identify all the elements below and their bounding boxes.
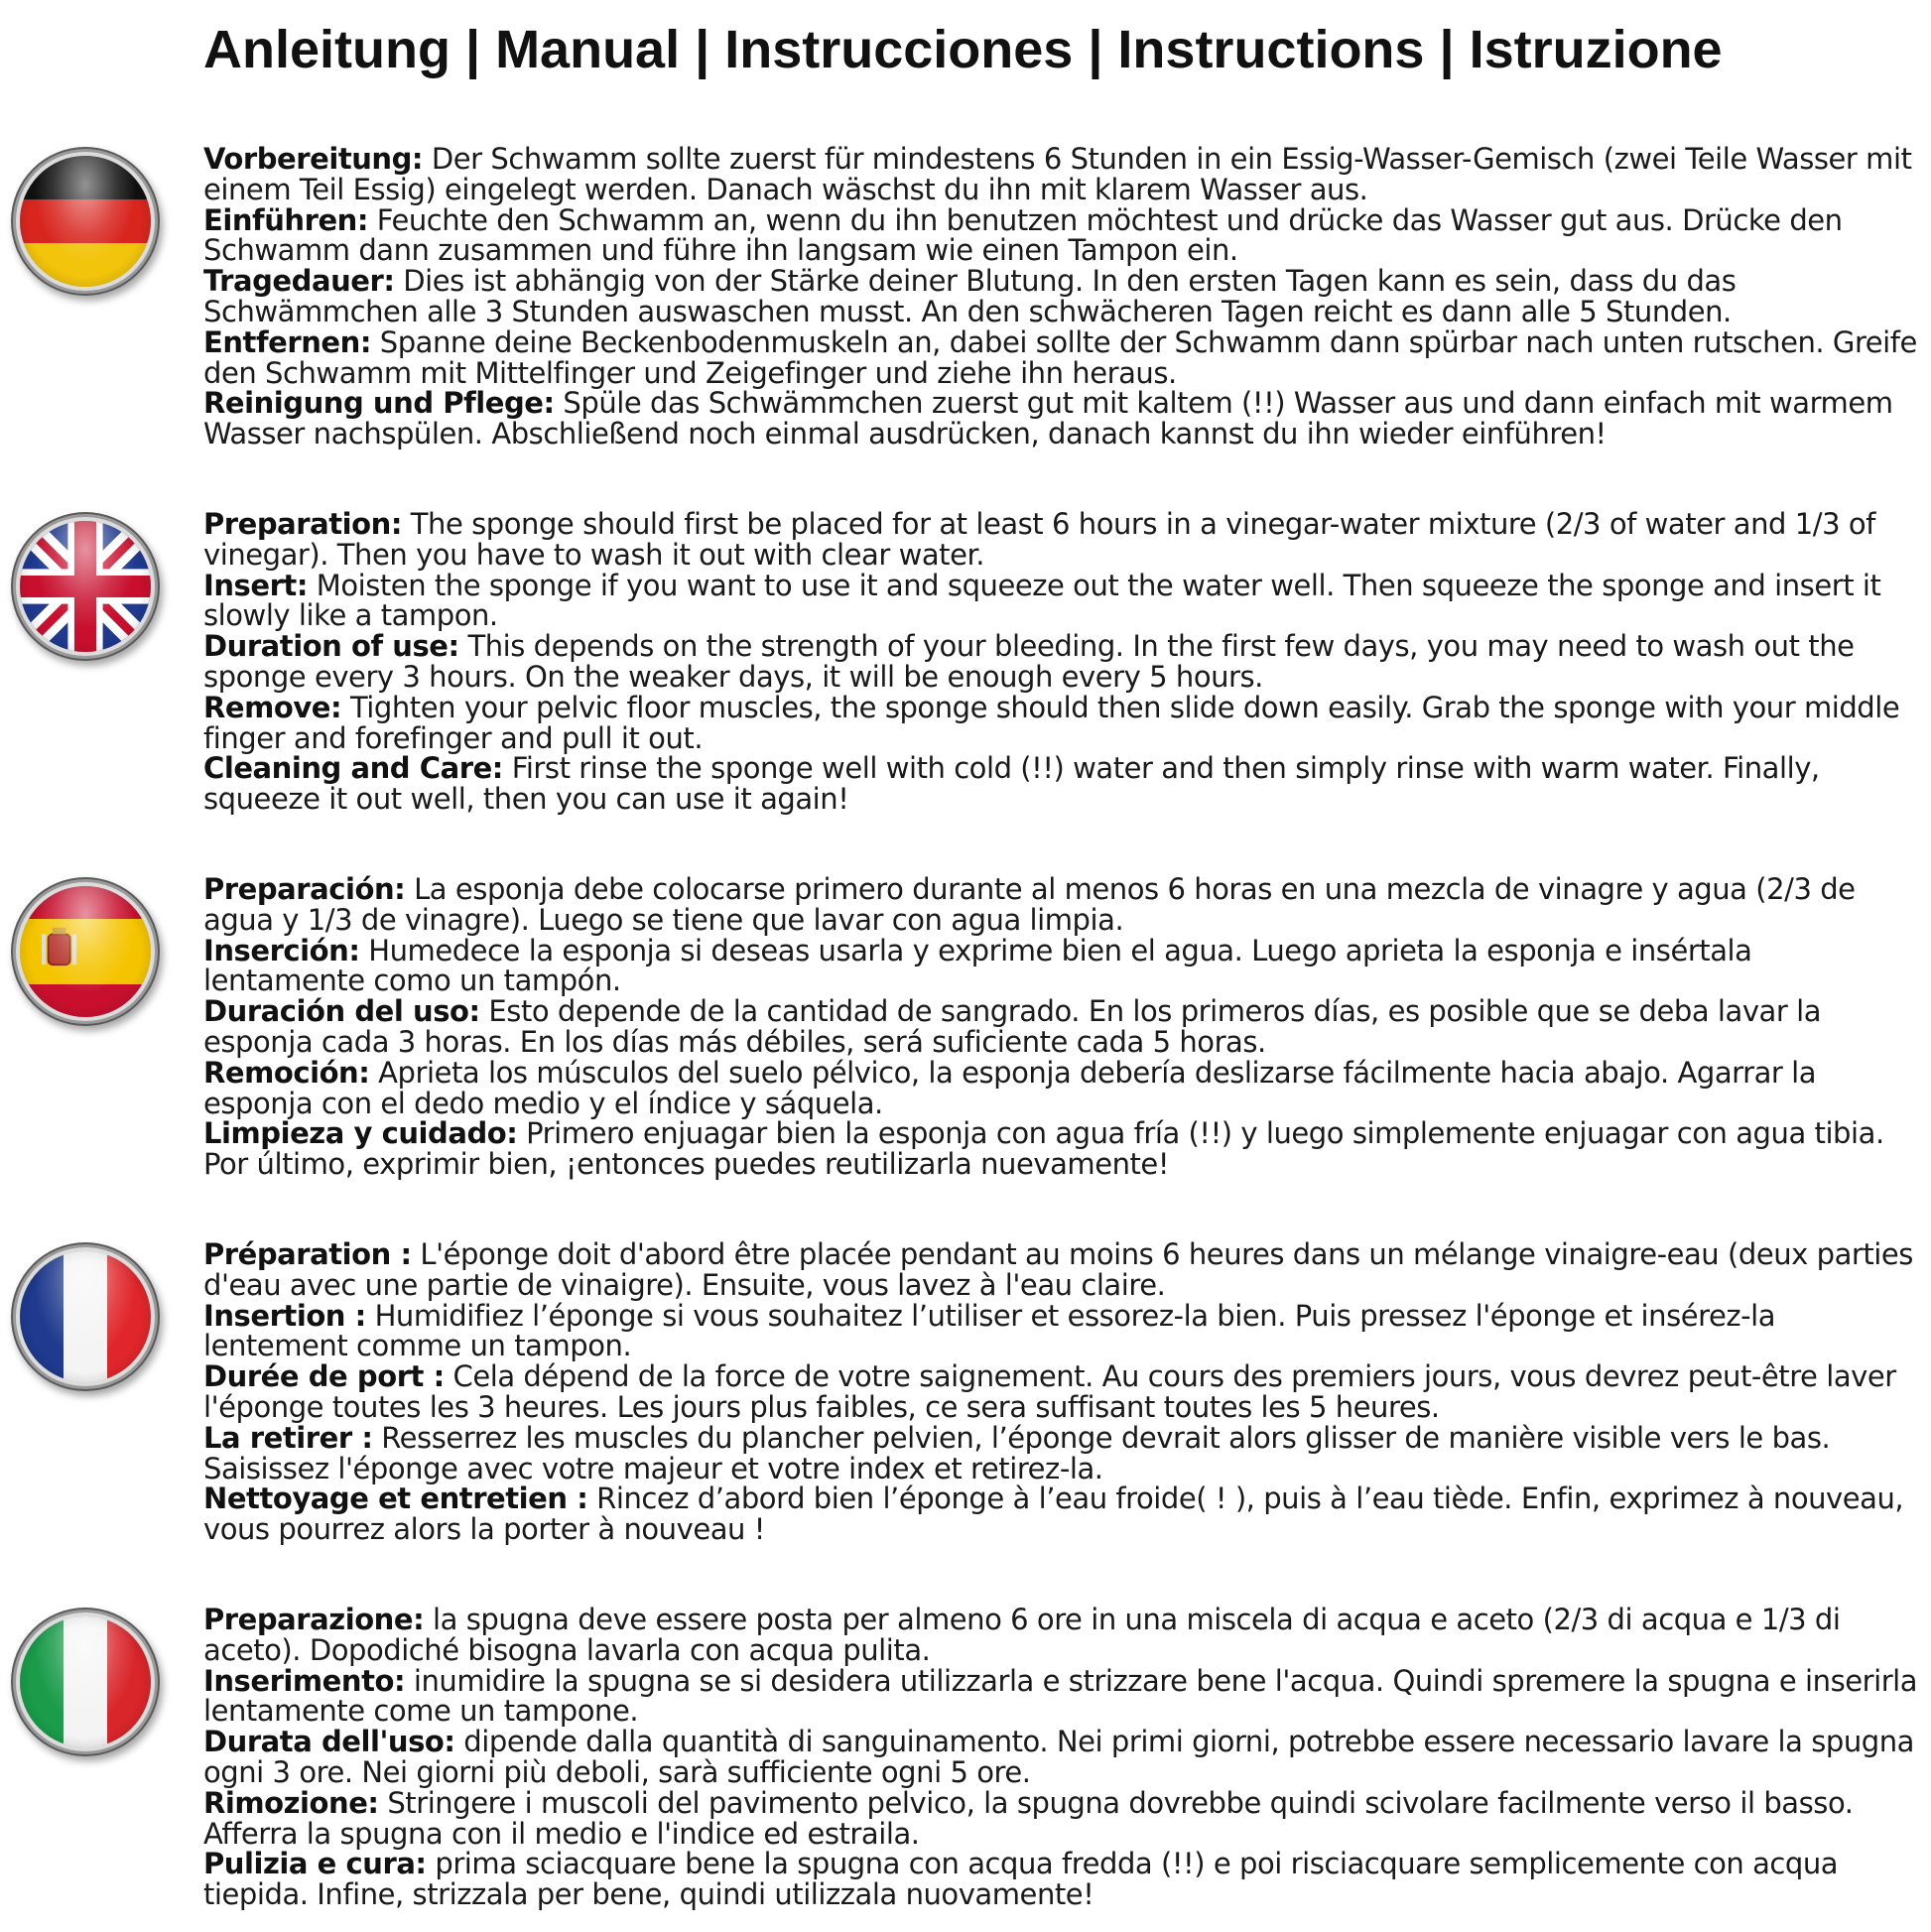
section-italian: [0, 1605, 1931, 1932]
instruction-item: Inserción: Humedece la esponja si deseas usarla y exprime bien el agua. Luego aprieta la esponja e insértala lentamente como un tampón.: [203, 933, 1752, 998]
instruction-item: Reinigung und Pflege: Spüle das Schwämmchen zuerst gut mit kaltem (!!) Wasser aus und dann einfach mit warmem Wasser nachspülen. Abschließend noch einmal ausdrücken, danach kannst du ihn wieder einführen!: [203, 386, 1893, 451]
instruction-item: Preparation: The sponge should first be placed for at least 6 hours in a vinegar-water mixture (2/3 of water and 1/3 of vinegar). Then you have to wash it out with clear water.: [203, 507, 1875, 572]
instruction-item: Limpieza y cuidado: Primero enjuagar bien la esponja con agua fría (!!) y luego simplemente enjuagar con agua tibia. Por último, exprimir bien, ¡entonces puedes reutilizarla nuevamente!: [203, 1116, 1884, 1182]
france-flag-icon: [20, 1251, 151, 1382]
instruction-item: Rimozione: Stringere i muscoli del pavimento pelvico, la spugna dovrebbe quindi scivolare facilmente verso il basso. Afferra la spugna con il medio e l'indice ed estraila.: [203, 1785, 1854, 1851]
instruction-item: Préparation : L'éponge doit d'abord être placée pendant au moins 6 heures dans un mélange vinaigre-eau (deux parties d'eau avec une partie de vinaigre). Ensuite, vous lavez à l'eau claire.: [203, 1237, 1913, 1302]
instruction-item: Insert: Moisten the sponge if you want to use it and squeeze out the water well. Then squeeze the sponge and insert it slowly like a tampon.: [203, 568, 1881, 633]
instruction-item: Remove: Tighten your pelvic floor muscles, the sponge should then slide down easily. Grab the sponge with your middle finger and forefinger and pull it out.: [203, 690, 1900, 755]
section-spanish: [0, 874, 1931, 1202]
instruction-item: Inserimento: inumidire la spugna se si desidera utilizzarla e strizzare bene l'acqua. Quindi spremere la spugna e inserirla lentamente come un tampone.: [203, 1663, 1918, 1729]
instructions-german: [203, 144, 1920, 450]
instruction-item: La retirer : Resserrez les muscles du plancher pelvien, l’éponge devrait alors glisser de manière visible vers le bas. Saisissez l'éponge avec votre majeur et votre index et retirez-la.: [203, 1420, 1831, 1485]
uk-flag-icon: [20, 521, 151, 652]
page-title: Anleitung | Manual | Instrucciones | Instructions | Istruzione: [203, 20, 1723, 79]
instructions-french: [203, 1239, 1920, 1545]
instruction-item: Durata dell'uso: dipende dalla quantità di sanguinamento. Nei primi giorni, potrebbe essere necessario lavare la spugna ogni 3 ore. Nei giorni più deboli, sarà sufficiente ogni 5 ore.: [203, 1725, 1914, 1789]
instruction-item: Remoción: Aprieta los músculos del suelo pélvico, la esponja debería deslizarse fácilmente hacia abajo. Agarrar la esponja con el dedo medio y el índice y sáquela.: [203, 1055, 1817, 1120]
instructions-english: [203, 509, 1920, 815]
instruction-item: Preparazione: la spugna deve essere posta per almeno 6 ore in una miscela di acqua e aceto (2/3 di acqua e 1/3 di aceto). Dopodiché bisogna lavarla con acqua pulita.: [203, 1603, 1841, 1667]
instruction-item: Duration of use: This depends on the strength of your bleeding. In the first few days, you may need to wash out the sponge every 3 hours. On the weaker days, it will be enough every 5 hours.: [203, 629, 1855, 694]
instruction-item: Nettoyage et entretien : Rincez d’abord bien l’éponge à l’eau froide( ! ), puis à l’eau tiède. Enfin, exprimez à nouveau, vous pourrez alors la porter à nouveau !: [203, 1481, 1904, 1547]
section-english: [0, 509, 1931, 837]
germany-flag-icon: [20, 156, 151, 287]
instruction-item: Pulizia e cura: prima sciacquare bene la spugna con acqua fredda (!!) e poi risciacquare semplicemente con acqua tiepida. Infine, strizzala per bene, quindi utilizzala nuovamente!: [203, 1847, 1839, 1912]
instruction-item: Entfernen: Spanne deine Beckenbodenmuskeln an, dabei sollte der Schwamm dann spürbar nach unten rutschen. Greife den Schwamm mit Mittelfinger und Zeigefinger und ziehe ihn heraus.: [203, 324, 1917, 390]
instructions-italian: [203, 1605, 1920, 1910]
section-german: [0, 144, 1931, 471]
spain-flag-icon: [20, 886, 151, 1017]
instruction-item: Insertion : Humidifiez l’éponge si vous souhaitez l’utiliser et essorez-la bien. Puis pressez l'éponge et insérez-la lentement comme un tampon.: [203, 1298, 1776, 1363]
instruction-item: Preparación: La esponja debe colocarse primero durante al menos 6 horas en una mezcla de vinagre y agua (2/3 de agua y 1/3 de vinagre). Luego se tiene que lavar con agua limpia.: [203, 872, 1856, 937]
instruction-item: Durée de port : Cela dépend de la force de votre saignement. Au cours des premiers jours, vous devrez peut-être laver l'éponge toutes les 3 heures. Les jours plus faibles, ce sera suffisant toutes les 5 heures.: [203, 1359, 1896, 1424]
instruction-item: Cleaning and Care: First rinse the sponge well with cold (!!) water and then simply rinse with warm water. Finally, squeeze it out well, then you can use it again!: [203, 751, 1820, 817]
instructions-spanish: [203, 874, 1920, 1180]
italy-flag-icon: [20, 1616, 151, 1747]
instruction-item: Einführen: Feuchte den Schwamm an, wenn du ihn benutzen möchtest und drücke das Wasser gut aus. Drücke den Schwamm dann zusammen und führe ihn langsam wie einen Tampon ein.: [203, 202, 1843, 268]
instruction-item: Vorbereitung: Der Schwamm sollte zuerst für mindestens 6 Stunden in ein Essig-Wasser-Gemisch (zwei Teile Wasser mit einem Teil Essig) eingelegt werden. Danach wäschst du ihn mit klarem Wasser aus.: [203, 142, 1912, 206]
instruction-item: Tragedauer: Dies ist abhängig von der Stärke deiner Blutung. In den ersten Tagen kann es sein, dass du das Schwämmchen alle 3 Stunden auswaschen musst. An den schwächeren Tagen reicht es dann alle 5 Stunden.: [203, 264, 1737, 328]
instruction-item: Duración del uso: Esto depende de la cantidad de sangrado. En los primeros días, es posible que se deba lavar la esponja cada 3 horas. En los días más débiles, será suficiente cada 5 horas.: [203, 994, 1822, 1059]
section-french: [0, 1239, 1931, 1567]
